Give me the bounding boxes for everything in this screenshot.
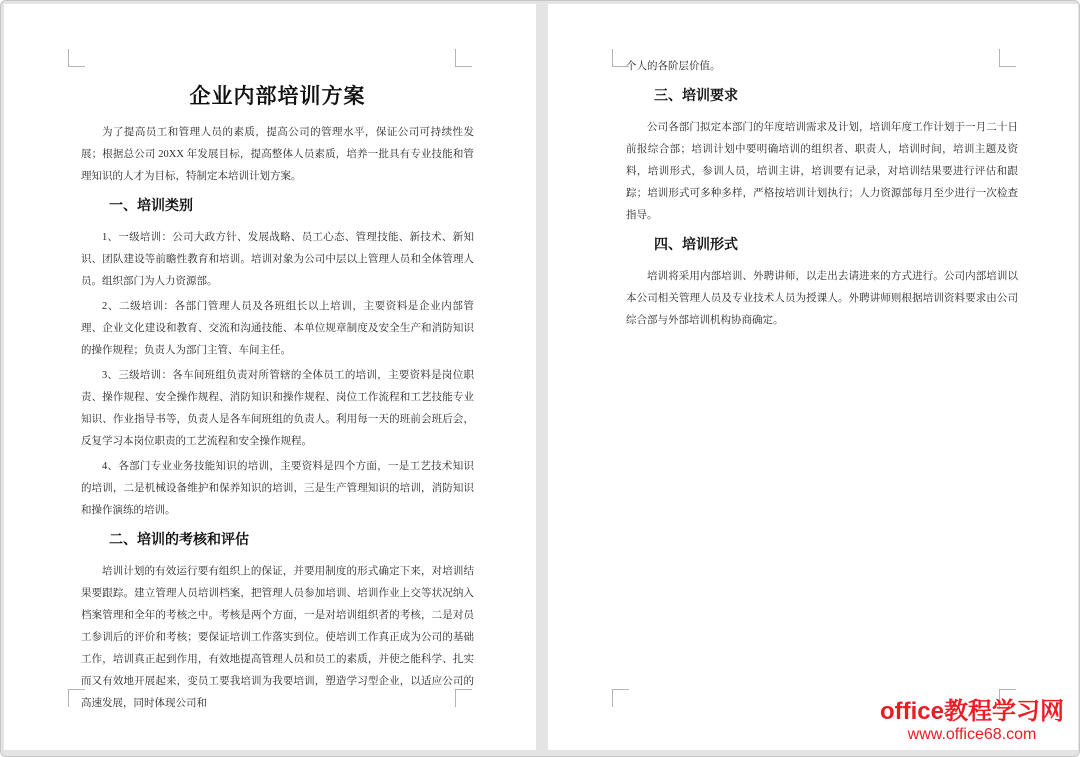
section-1-item-3: 3、三级培训：各车间班组负责对所管辖的全体员工的培训，主要资料是岗位职责、操作规程、安全操作规程、消防知识和操作规程、岗位工作流程和工艺技能专业知识、作业指导书等，负责人是各车间班组的负责人。利用每一天的班前会班后会，反复学习本岗位职责的工艺流程和安全操作规程。	[81, 370, 474, 447]
intro-paragraph: 为了提高员工和管理人员的素质，提高公司的管理水平，保证公司可持续性发展；根据总公司 20XX 年发展目标，提高整体人员素质，培养一批具有专业技能和管理知识的人才为目标，特制定本培训计划方案。	[81, 127, 474, 182]
page-1-content	[4, 4, 536, 715]
section-1-item-1: 1、一级培训：公司大政方针、发展战略、员工心态、管理技能、新技术、新知识、团队建设等前瞻性教育和培训。培训对象为公司中层以上管理人员和全体管理人员。组织部门为人力资源部。	[81, 232, 474, 287]
section-1-item-4: 4、各部门专业业务技能知识的培训，主要资料是四个方面，一是工艺技术知识的培训，二是机械设备维护和保养知识的培训，三是生产管理知识的培训，消防知识和操作演练的培训。	[81, 461, 474, 516]
section-1-heading: 一、培训类别	[109, 199, 193, 214]
section-4-heading: 四、培训形式	[654, 238, 738, 253]
document-title: 企业内部培训方案	[189, 84, 366, 108]
section-3-paragraph: 公司各部门拟定本部门的年度培训需求及计划，培训年度工作计划于一月二十日前报综合部；培训计划中要明确培训的组织者、职责人，培训时间，培训主题及资料，培训形式，参训人员，培训主讲，培训要有记录，对培训结果要进行评估和跟踪；培训形式可多种多样，严格按培训计划执行；人力资源部每月至少进行一次检查指导。	[626, 122, 1018, 221]
section-3-heading: 三、培训要求	[654, 89, 738, 104]
page-2	[548, 4, 1078, 750]
site-watermark	[880, 698, 1064, 744]
crop-mark-bottom-left	[612, 689, 629, 707]
page-2-content	[548, 4, 1078, 332]
section-1-item-2: 2、二级培训：各部门管理人员及各班组长以上培训，主要资料是企业内部管理、企业文化建设和教育、交流和沟通技能、本单位规章制度及安全生产和消防知识的操作规程；负责人为部门主管、车间主任。	[81, 301, 474, 356]
section-2-continuation: 个人的各阶层价值。	[626, 61, 721, 72]
watermark-site-name: office教程学习网	[879, 698, 1064, 725]
page-1	[4, 4, 536, 750]
section-2-heading: 二、培训的考核和评估	[109, 533, 249, 548]
section-2-paragraph: 培训计划的有效运行要有组织上的保证，并要用制度的形式确定下来，对培训结果要跟踪。建立管理人员培训档案，把管理人员参加培训、培训作业上交等状况纳入档案管理和全年的考核之中。考核是两个方面，一是对培训组织者的考核，二是对员工参训后的评价和考核；要保证培训工作落实到位。使培训工作真正成为公司的基础工作，培训真正起到作用，有效地提高管理人员和员工的素质，并使之能科学、扎实而又有效地开展起来，变员工要我培训为我要培训，塑造学习型企业，以适应公司的高速发展，同时体现公司和	[81, 566, 474, 709]
watermark-site-url: www.office68.com	[907, 726, 1037, 743]
section-4-paragraph: 培训将采用内部培训、外聘讲师，以走出去请进来的方式进行。公司内部培训以本公司相关管理人员及专业技术人员为授课人。外聘讲师则根据培训资料要求由公司综合部与外部培训机构协商确定。	[626, 271, 1018, 326]
